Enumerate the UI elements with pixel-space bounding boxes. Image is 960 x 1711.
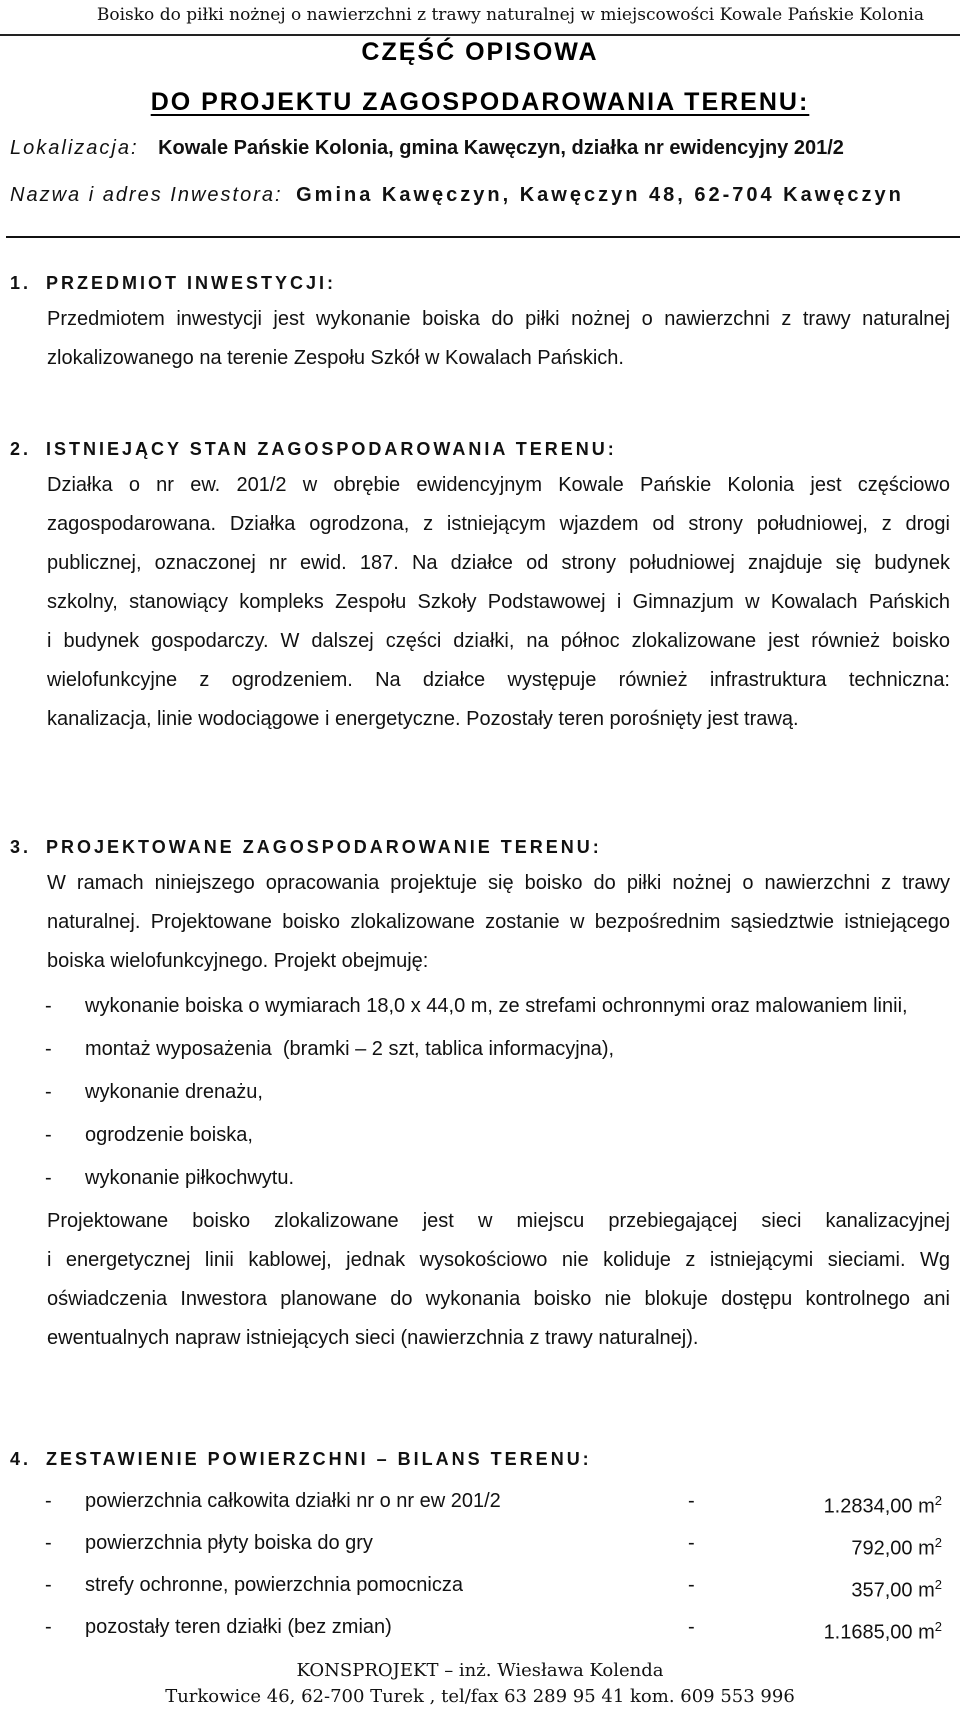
list-item-text: wykonanie piłkochwytu. xyxy=(85,1167,294,1189)
list-item-text: ogrodzenie boiska, xyxy=(85,1124,253,1146)
paragraph-line: Działka o nr ew. 201/2 w obrębie ewidencyjnym Kowale Pańskie Kolonia jest częściowo xyxy=(47,474,950,496)
investor-value: Gmina Kawęczyn, Kawęczyn 48, 62-704 Kawęczyn xyxy=(296,184,904,206)
list-dash: - xyxy=(45,1574,52,1596)
section-area-balance xyxy=(10,1442,950,1648)
paragraph-line: naturalnej. Projektowane boisko zlokalizowane zostanie w bezpośrednim sąsiedztwie istniejącego xyxy=(47,911,950,933)
list-item xyxy=(45,1157,950,1200)
balance-row xyxy=(45,1564,950,1606)
paragraph-line: Projektowane boisko zlokalizowane jest w miejscu przebiegającej sieci kanalizacyjnej xyxy=(47,1210,950,1232)
section-number: 2. xyxy=(10,439,32,459)
section-heading xyxy=(10,432,950,466)
list-dash: - xyxy=(45,1081,52,1103)
balance-row xyxy=(45,1606,950,1648)
balance-dash: - xyxy=(688,1532,695,1554)
paragraph-line: publicznej, oznaczonej nr ewid. 187. Na działce od strony południowej znajduje się budynek xyxy=(47,552,950,574)
paragraph-line: i budynek gospodarczy. W dalszej części działki, na północ zlokalizowane jest również boisko xyxy=(47,630,950,652)
list-dash: - xyxy=(45,1490,52,1512)
list-dash: - xyxy=(45,1532,52,1554)
section-number: 3. xyxy=(10,837,32,857)
list-item-text: wykonanie drenażu, xyxy=(85,1081,263,1103)
paragraph-line: i energetycznej linii kablowej, jednak wysokościowo nie koliduje z istniejącymi sieciami. Wg xyxy=(47,1249,950,1271)
list-item-text: montaż wyposażenia (bramki – 2 szt, tablica informacyjna), xyxy=(85,1038,615,1060)
paragraph-line: ewentualnych napraw istniejących sieci (nawierzchnia z trawy naturalnej). xyxy=(47,1327,699,1349)
document-subtitle: DO PROJEKTU ZAGOSPODAROWANIA TERENU: xyxy=(150,88,810,116)
section-heading xyxy=(10,830,950,864)
balance-dash: - xyxy=(688,1616,695,1638)
list-dash: - xyxy=(45,1038,52,1060)
location-value: Kowale Pańskie Kolonia, gmina Kawęczyn, działka nr ewidencyjny 201/2 xyxy=(158,137,844,159)
balance-dash: - xyxy=(688,1490,695,1512)
balance-label: pozostały teren działki (bez zmian) xyxy=(85,1616,392,1638)
paragraph-line: Przedmiotem inwestycji jest wykonanie boiska do piłki nożnej o nawierzchni z trawy naturalnej xyxy=(47,308,950,330)
location-row xyxy=(10,137,844,160)
list-item xyxy=(45,1114,950,1157)
location-label: Lokalizacja: xyxy=(10,137,139,159)
section-title: ZESTAWIENIE POWIERZCHNI – BILANS TERENU: xyxy=(46,1449,592,1469)
balance-label: strefy ochronne, powierzchnia pomocnicza xyxy=(85,1574,463,1596)
footer-address: Turkowice 46, 62-700 Turek , tel/fax 63 289 95 41 kom. 609 553 996 xyxy=(165,1686,795,1707)
list-dash: - xyxy=(45,1124,52,1146)
list-dash: - xyxy=(45,1616,52,1638)
balance-value: 357,00 $m^2$ xyxy=(851,1577,942,1602)
balance-row xyxy=(45,1480,950,1522)
header-divider xyxy=(6,236,960,238)
paragraph-line: kanalizacja, linie wodociągowe i energetyczne. Pozostały teren porośnięty jest trawą. xyxy=(47,708,799,730)
balance-label: powierzchnia płyty boiska do gry xyxy=(85,1532,373,1554)
section-title: PRZEDMIOT INWESTYCJI: xyxy=(46,273,337,293)
section-paragraph xyxy=(47,1202,950,1358)
paragraph-line: szkolny, stanowiący kompleks Zespołu Szkoły Podstawowej i Gimnazjum w Kowalach Pańskich xyxy=(47,591,950,613)
balance-row xyxy=(45,1522,950,1564)
list-item xyxy=(45,985,950,1028)
paragraph-line: oświadczenia Inwestora planowane do wykonania boisko nie blokuje dostępu kontrolnego ani xyxy=(47,1288,950,1310)
list-dash: - xyxy=(45,1167,52,1189)
balance-label: powierzchnia całkowita działki nr o nr ew 201/2 xyxy=(85,1490,501,1512)
list-item xyxy=(45,1071,950,1114)
section-heading xyxy=(10,1442,950,1476)
paragraph-line: wielofunkcyjne z ogrodzeniem. Na działce występuje również infrastruktura techniczna: xyxy=(47,669,950,691)
scope-list xyxy=(45,985,950,1200)
section-paragraph xyxy=(47,864,950,981)
balance-value: 792,00 $m^2$ xyxy=(851,1535,942,1560)
section-title: ISTNIEJĄCY STAN ZAGOSPODAROWANIA TERENU: xyxy=(46,439,617,459)
balance-dash: - xyxy=(688,1574,695,1596)
section-title: PROJEKTOWANE ZAGOSPODAROWANIE TERENU: xyxy=(46,837,602,857)
list-item-text: wykonanie boiska o wymiarach 18,0 x 44,0 m, ze strefami ochronnymi oraz malowaniem linii, xyxy=(85,995,908,1017)
paragraph-line: zlokalizowanego na terenie Zespołu Szkół w Kowalach Pańskich. xyxy=(47,347,624,369)
section-paragraph xyxy=(47,300,950,378)
list-dash: - xyxy=(45,995,52,1017)
footer-company: KONSPROJEKT – inż. Wiesława Kolenda xyxy=(296,1660,664,1681)
paragraph-line: boiska wielofunkcyjnego. Projekt obejmuję: xyxy=(47,950,429,972)
paragraph-line: W ramach niniejszego opracowania projektuje się boisko do piłki nożnej o nawierzchni z trawy xyxy=(47,872,950,894)
investor-label: Nazwa i adres Inwestora: xyxy=(10,184,283,206)
paragraph-line: zagospodarowana. Działka ogrodzona, z istniejącym wjazdem od strony południowej, z drogi xyxy=(47,513,950,535)
balance-table xyxy=(10,1480,950,1648)
document-title: CZĘŚĆ OPISOWA xyxy=(361,38,599,66)
balance-value: 1.2834,00 $m^2$ xyxy=(823,1493,942,1518)
section-investment-subject xyxy=(10,266,950,378)
section-existing-state xyxy=(10,432,950,739)
section-paragraph xyxy=(47,466,950,739)
section-planned-development xyxy=(10,830,950,1358)
section-heading xyxy=(10,266,950,300)
section-number: 1. xyxy=(10,273,32,293)
balance-value: 1.1685,00 $m^2$ xyxy=(823,1619,942,1644)
investor-row xyxy=(10,184,904,207)
running-header: Boisko do piłki nożnej o nawierzchni z trawy naturalnej w miejscowości Kowale Pańskie Kolonia xyxy=(0,0,960,36)
list-item xyxy=(45,1028,950,1071)
section-number: 4. xyxy=(10,1449,32,1469)
